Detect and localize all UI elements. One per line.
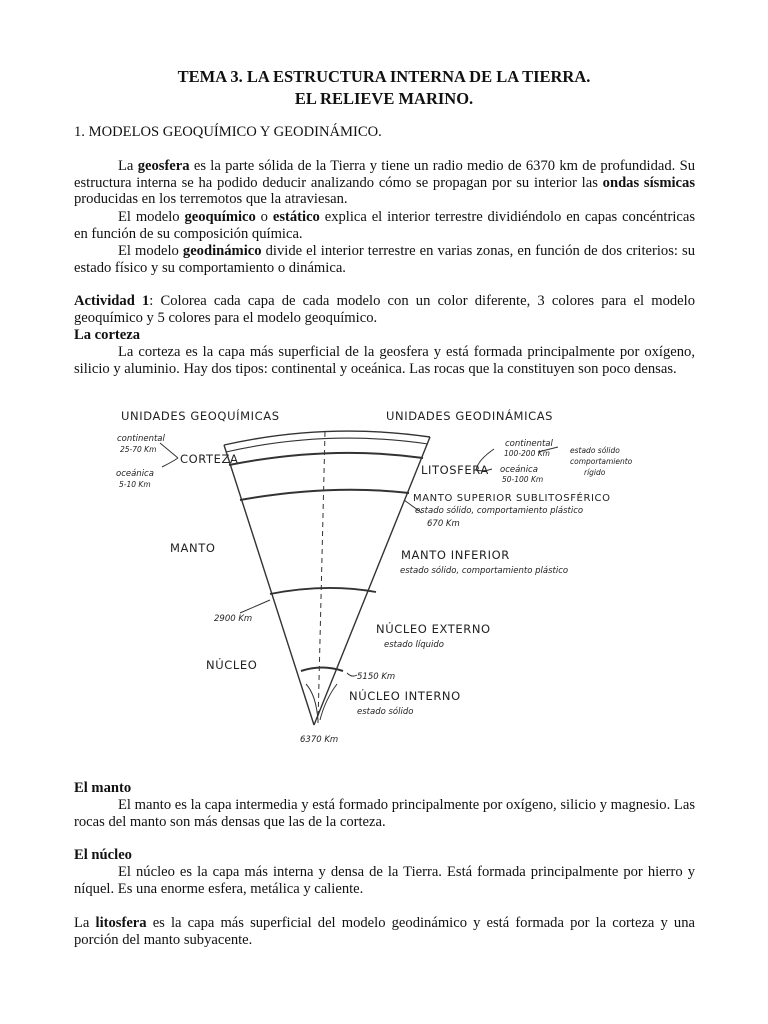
label-manto-inferior-state: estado sólido, comportamiento plástico [400,566,569,576]
document-title-line-2: EL RELIEVE MARINO. [294,89,474,108]
label-litosfera-state-2: comportamiento [570,457,633,466]
document-title-line-1: TEMA 3. LA ESTRUCTURA INTERNA DE LA TIERRA. [177,67,591,86]
intro-paragraph-geosfera: La geosfera es la parte sólida de la Tierra y tiene un radio medio de 6370 km de profundidad. Su estructura interna se ha podido deducir analizando cómo se propagan por su interior las ondas sísmicas producidas en los terremotos que la atraviesan. [74,158,696,208]
litosfera-paragraph: La litosfera es la capa más superficial del modelo geodinámico y está formada por la corteza y una porción del manto subyacente. [74,915,695,948]
label-oceanica-left-depth: 5-10 Km [119,480,151,489]
litosfera-arc [229,453,423,465]
label-depth-670: 670 Km [427,519,460,529]
label-corteza: CORTEZA [180,452,239,466]
label-continental-left-depth: 25-70 Km [120,445,157,454]
label-nucleo-externo-state: estado líquido [384,640,444,650]
section-heading: 1. MODELOS GEOQUÍMICO Y GEODINÁMICO. [74,124,382,140]
label-manto-inferior: MANTO INFERIOR [401,548,510,562]
manto-superior-arc [240,490,409,500]
nucleo-paragraph: El núcleo es la capa más interna y densa de la Tierra. Está formada principalmente por hierro y níquel. Es una enorme esfera, metálica y caliente. [74,864,695,897]
corteza-arc [226,438,428,452]
label-unidades-geodinamicas: UNIDADES GEODINÁMICAS [386,409,554,423]
wedge-left-edge [224,445,314,725]
label-manto-superior: MANTO SUPERIOR SUBLITOSFÉRICO [413,493,611,504]
corteza-paragraph: La corteza es la capa más superficial de la geosfera y está formada principalmente por oxígeno, silicio y aluminio. Hay dos tipos: continental y oceánica. Las rocas que la constituyen son poco densas. [74,344,695,377]
label-litosfera-state-1: estado sólido [570,446,620,455]
label-depth-6370: 6370 Km [300,735,339,745]
label-nucleo-interno: NÚCLEO INTERNO [349,689,461,703]
label-oceanica-left: oceánica [116,469,154,479]
activity-paragraph: Actividad 1: Colorea cada capa de cada modelo con un color diferente, 3 colores para el modelo geoquímico y 5 colores para el modelo geoquímico. [74,293,695,326]
label-oceanica-right: oceánica [500,465,538,475]
label-nucleo: NÚCLEO [206,658,258,672]
intro-paragraph-geodinamico: El modelo geodinámico divide el interior terrestre en varias zonas, en función de dos criterios: su estado físico y su comportamiento o dinámica. [74,243,695,276]
label-continental-right-depth: 100-200 Km [504,449,550,458]
label-litosfera-state-3: rígido [584,468,606,477]
center-dashed-line [318,432,325,723]
label-continental-left: continental [117,434,165,444]
label-manto: MANTO [170,541,216,555]
manto-paragraph: El manto es la capa intermedia y está formado principalmente por oxígeno, silicio y magnesio. Las rocas del manto son más densas que las de la corteza. [74,797,695,830]
earth-structure-diagram [0,395,768,750]
label-continental-right: continental [505,439,553,449]
nucleo-externo-arc [270,588,376,594]
label-nucleo-externo: NÚCLEO EXTERNO [376,622,491,636]
label-oceanica-right-depth: 50-100 Km [502,475,544,484]
label-depth-5150: 5150 Km [357,672,396,682]
label-litosfera: LITOSFERA [421,463,489,477]
label-nucleo-interno-state: estado sólido [357,707,414,717]
intro-paragraph-geoquimico: El modelo geoquímico o estático explica el interior terrestre dividiéndolo en capas concéntricas en función de su composición química. [74,209,696,242]
corteza-heading: La corteza [74,327,141,343]
label-manto-superior-state: estado sólido, comportamiento plástico [415,506,584,516]
manto-heading: El manto [74,780,132,796]
nucleo-heading: El núcleo [74,847,132,863]
label-unidades-geoquimicas: UNIDADES GEOQUÍMICAS [121,409,280,423]
label-depth-2900: 2900 Km [214,614,253,624]
